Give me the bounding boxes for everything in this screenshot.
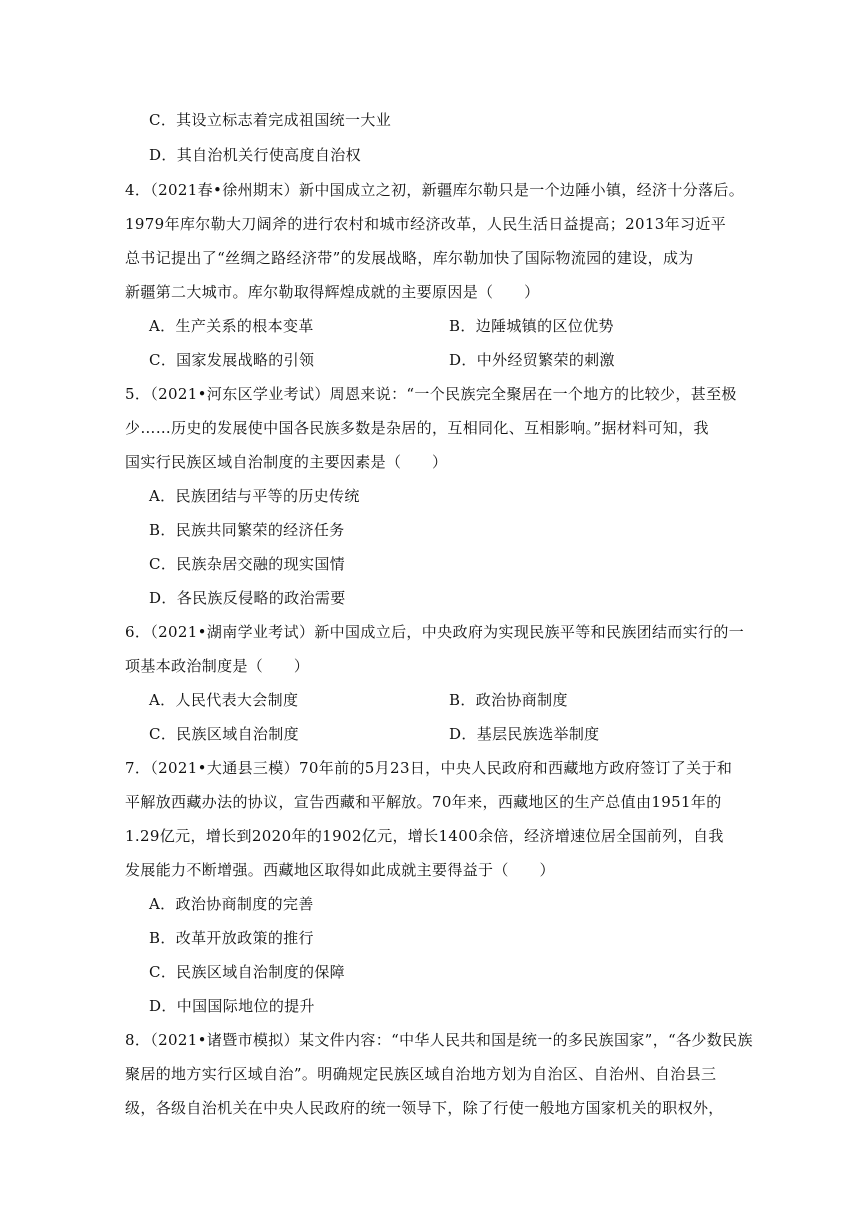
option-b: B．民族共同繁荣的经济任务 — [149, 521, 345, 539]
option-c: C．国家发展战略的引领 — [149, 351, 315, 369]
question-text: 总书记提出了“丝绸之路经济带”的发展战略，库尔勒加快了国际物流园的建设，成为 — [125, 249, 694, 267]
question-text: 8．（2021•诸暨市模拟）某文件内容：“中华人民共和国是统一的多民族国家”，“各少数民族 — [125, 1031, 753, 1049]
option-d: D．中国国际地位的提升 — [149, 997, 315, 1015]
question-text: 国实行民族区域自治制度的主要因素是（ ） — [125, 453, 448, 471]
option-c: C．其设立标志着完成祖国统一大业 — [149, 111, 392, 129]
question-text: 平解放西藏办法的协议，宣告西藏和平解放。70年来，西藏地区的生产总值由1951年的 — [125, 793, 722, 811]
option-d: D．各民族反侵略的政治需要 — [149, 589, 346, 607]
option-b: B．政治协商制度 — [449, 691, 568, 709]
option-d: D．中外经贸繁荣的刺激 — [449, 351, 615, 369]
option-a: A．民族团结与平等的历史传统 — [149, 487, 360, 505]
question-text: 发展能力不断增强。西藏地区取得如此成就主要得益于（ ） — [125, 861, 555, 879]
option-d: D．其自治机关行使高度自治权 — [149, 146, 361, 164]
question-text: 5．（2021•河东区学业考试）周恩来说：“一个民族完全聚居在一个地方的比较少，甚至极 — [125, 385, 737, 403]
question-text: 7．（2021•大通县三模）70年前的5月23日，中央人民政府和西藏地方政府签订了关于和 — [125, 759, 733, 777]
question-text: 6．（2021•湖南学业考试）新中国成立后，中央政府为实现民族平等和民族团结而实行的一 — [125, 623, 745, 641]
question-text: 1.29亿元，增长到2020年的1902亿元，增长1400余倍，经济增速位居全国前列，自我 — [125, 827, 724, 845]
question-text: 新疆第二大城市。库尔勒取得辉煌成就的主要原因是（ ） — [125, 283, 540, 301]
option-a: A．政治协商制度的完善 — [149, 895, 314, 913]
option-b: B．改革开放政策的推行 — [149, 929, 314, 947]
question-text: 聚居的地方实行区域自治”。明确规定民族区域自治地方划为自治区、自治州、自治县三 — [125, 1065, 717, 1083]
option-d: D．基层民族选举制度 — [449, 725, 600, 743]
question-text: 4．（2021春•徐州期末）新中国成立之初，新疆库尔勒只是一个边陲小镇，经济十分落后。 — [125, 181, 745, 199]
option-c: C．民族区域自治制度 — [149, 725, 299, 743]
option-b: B．边陲城镇的区位优势 — [449, 317, 614, 335]
option-a: A．人民代表大会制度 — [149, 691, 299, 709]
option-c: C．民族区域自治制度的保障 — [149, 963, 346, 981]
question-text: 1979年库尔勒大刀阔斧的进行农村和城市经济改革，人民生活日益提高；2013年习近平 — [125, 215, 727, 233]
option-a: A．生产关系的根本变革 — [149, 317, 314, 335]
option-c: C．民族杂居交融的现实国情 — [149, 555, 346, 573]
question-text: 项基本政治制度是（ ） — [125, 657, 310, 675]
question-text: 级，各级自治机关在中央人民政府的统一领导下，除了行使一般地方国家机关的职权外， — [125, 1099, 724, 1117]
question-text: 少……历史的发展使中国各民族多数是杂居的，互相同化、互相影响。”据材料可知，我 — [125, 419, 709, 437]
